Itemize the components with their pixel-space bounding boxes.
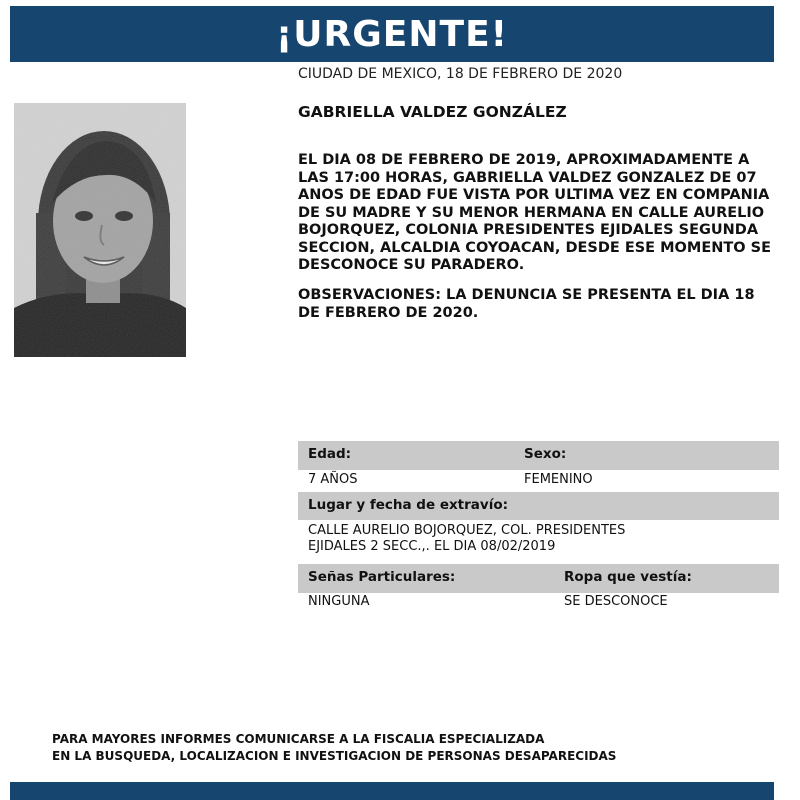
age-sex-header-row xyxy=(298,441,779,470)
observations-text: OBSERVACIONES: LA DENUNCIA SE PRESENTA EL DIA 18 DE FEBRERO DE 2020. xyxy=(298,287,755,321)
marks-label: Señas Particulares: xyxy=(308,569,456,585)
age-value: 7 AÑOS xyxy=(308,472,358,487)
header-title: ¡URGENTE! xyxy=(275,13,509,55)
place-value-line2: EJIDALES 2 SECC.,. EL DIA 08/02/2019 xyxy=(308,539,556,554)
sex-value: FEMENINO xyxy=(524,472,593,487)
place-value-line1: CALLE AURELIO BOJORQUEZ, COL. PRESIDENTES xyxy=(308,523,626,538)
missing-person-photo xyxy=(14,103,186,357)
place-header-row xyxy=(298,492,779,520)
contact-info xyxy=(52,731,616,765)
report-date-line: CIUDAD DE MEXICO, 18 DE FEBRERO DE 2020 xyxy=(298,66,623,82)
sex-label: Sexo: xyxy=(524,446,567,462)
footer-bar xyxy=(10,782,774,800)
contact-info-line1: PARA MAYORES INFORMES COMUNICARSE A LA FISCALIA ESPECIALIZADA xyxy=(52,732,545,746)
clothing-value: SE DESCONOCE xyxy=(564,594,668,609)
clothing-label: Ropa que vestía: xyxy=(564,569,692,585)
place-label: Lugar y fecha de extravío: xyxy=(308,497,509,513)
age-label: Edad: xyxy=(308,446,352,462)
urgent-header-banner xyxy=(10,6,774,62)
marks-value: NINGUNA xyxy=(308,594,370,609)
missing-person-name: GABRIELLA VALDEZ GONZÁLEZ xyxy=(298,103,567,121)
incident-description: EL DIA 08 DE FEBRERO DE 2019, APROXIMADAMENTE A LAS 17:00 HORAS, GABRIELLA VALDEZ GONZALEZ DE 07 ANOS DE EDAD FUE VISTA POR ULTIMA VEZ EN COMPANIA DE SU MADRE Y SU MENOR HERMANA EN CALLE AURELIO BOJORQUEZ, COLONIA PRESIDENTES EJIDALES SEGUNDA SECCION, ALCALDIA COYOACAN, DESDE ESE MOMENTO SE DESCONOCE SU PARADERO. xyxy=(298,152,771,273)
contact-info-line2: EN LA BUSQUEDA, LOCALIZACION E INVESTIGACION DE PERSONAS DESAPARECIDAS xyxy=(52,749,617,763)
marks-clothing-header-row xyxy=(298,564,779,593)
